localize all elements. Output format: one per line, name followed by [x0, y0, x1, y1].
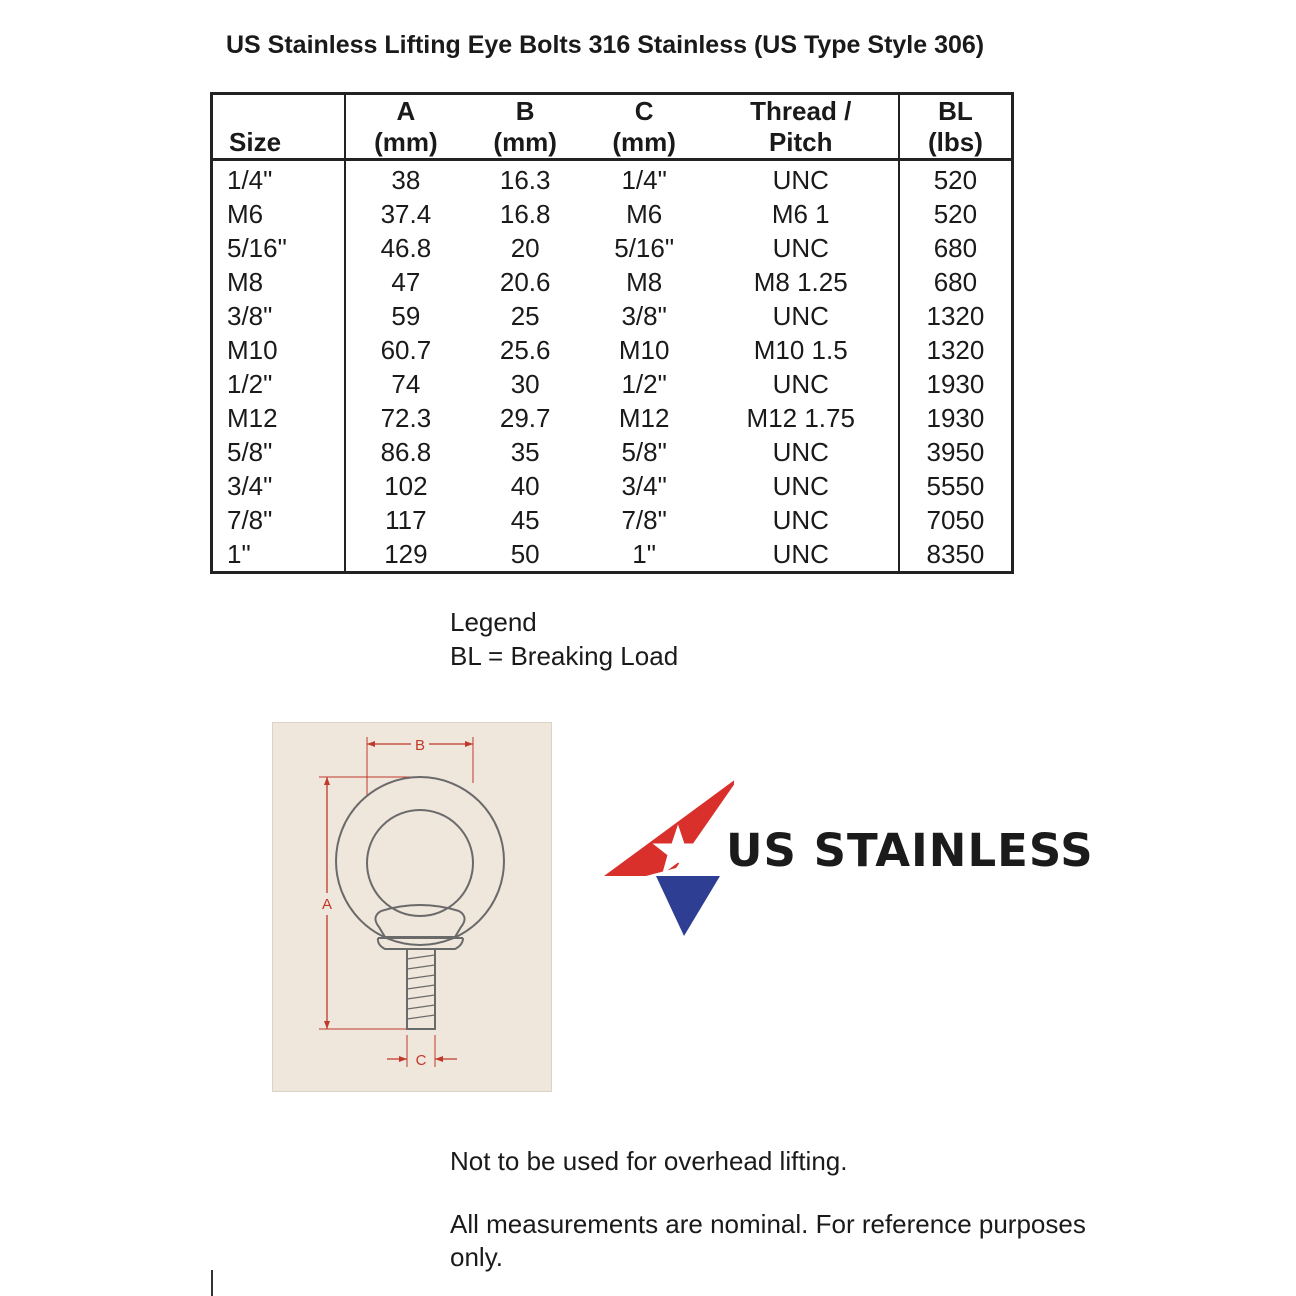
cell-a: 117 — [385, 505, 427, 535]
column-header-c — [585, 94, 704, 160]
cell-size: 5/16" — [212, 231, 346, 265]
table-row — [212, 231, 1013, 265]
column-header-line1 — [229, 96, 340, 127]
cell-thread-pitch: M10 1.5 — [704, 333, 899, 367]
cell-bl: 7050 — [926, 505, 985, 535]
cell-size: 5/8" — [212, 435, 346, 469]
cell-b: 40 — [510, 471, 540, 501]
cell-b: 50 — [510, 539, 540, 569]
cell-a: 74 — [391, 369, 421, 399]
table-row — [212, 367, 1013, 401]
cell-a: 37.4 — [380, 199, 432, 229]
logo-wordmark: US STAINLESS — [726, 824, 1094, 877]
table-row — [212, 401, 1013, 435]
column-header-size — [212, 94, 346, 160]
table-row — [212, 197, 1013, 231]
cell-c: M10 — [618, 335, 670, 365]
column-header-line1: BL — [938, 96, 973, 126]
cell-c: M12 — [618, 403, 670, 433]
cell-thread-pitch: UNC — [704, 231, 899, 265]
page-title: US Stainless Lifting Eye Bolts 316 Stainless (US Type Style 306) — [226, 31, 985, 59]
cell-size: 1/4" — [212, 160, 346, 198]
cell-a: 102 — [384, 471, 428, 501]
dimension-b-label: B — [414, 737, 426, 754]
cell-thread-pitch: UNC — [704, 435, 899, 469]
cell-a: 59 — [391, 301, 421, 331]
cell-size: 1" — [212, 537, 346, 573]
cell-bl: 1930 — [926, 403, 985, 433]
table-row — [212, 265, 1013, 299]
column-header-line1: C — [634, 96, 654, 126]
table-body — [212, 160, 1013, 573]
cell-bl: 8350 — [926, 539, 985, 569]
cell-a: 60.7 — [380, 335, 432, 365]
cell-size: 7/8" — [212, 503, 346, 537]
legend-entry: BL = Breaking Load — [450, 641, 679, 671]
cell-size: M8 — [212, 265, 346, 299]
text-cursor — [211, 1270, 213, 1296]
cell-a: 72.3 — [380, 403, 432, 433]
cell-b: 25 — [510, 301, 540, 331]
cell-bl: 680 — [933, 267, 978, 297]
cell-a: 46.8 — [380, 233, 432, 263]
cell-b: 20 — [510, 233, 540, 263]
table-row — [212, 503, 1013, 537]
cell-c: M6 — [626, 199, 663, 229]
cell-bl: 1320 — [926, 301, 985, 331]
cell-bl: 520 — [933, 199, 978, 229]
star-swoosh-icon — [604, 776, 734, 938]
column-header-line1: Thread / — [750, 96, 852, 126]
dimension-c-label: C — [415, 1052, 427, 1069]
cell-thread-pitch: M8 1.25 — [704, 265, 899, 299]
table-header — [212, 94, 1013, 160]
cell-c: 3/8" — [621, 301, 667, 331]
cell-size: 3/8" — [212, 299, 346, 333]
cell-a: 86.8 — [380, 437, 432, 467]
table-row — [212, 469, 1013, 503]
cell-bl: 680 — [933, 233, 978, 263]
cell-c: 1/4" — [621, 165, 667, 195]
cell-size: M12 — [212, 401, 346, 435]
cell-bl: 1930 — [926, 369, 985, 399]
cell-bl: 5550 — [926, 471, 985, 501]
cell-c: 1/2" — [621, 369, 667, 399]
cell-size: M6 — [212, 197, 346, 231]
cell-size: M10 — [212, 333, 346, 367]
column-header-line2: (mm) — [374, 127, 438, 157]
table-row — [212, 333, 1013, 367]
cell-size: 1/2" — [212, 367, 346, 401]
cell-thread-pitch: UNC — [704, 537, 899, 573]
column-header-thread-pitch — [704, 94, 899, 160]
cell-b: 16.3 — [499, 165, 551, 195]
cell-b: 35 — [510, 437, 540, 467]
cell-c: 3/4" — [621, 471, 667, 501]
cell-b: 29.7 — [499, 403, 551, 433]
column-header-b — [466, 94, 585, 160]
table-row — [212, 435, 1013, 469]
cell-thread-pitch: M6 1 — [704, 197, 899, 231]
legend — [450, 605, 678, 673]
cell-a: 129 — [384, 539, 428, 569]
eye-bolt-drawing — [273, 723, 551, 1091]
cell-b: 30 — [510, 369, 540, 399]
cell-c: 5/8" — [621, 437, 667, 467]
cell-c: 1" — [632, 539, 656, 569]
column-header-bl — [899, 94, 1013, 160]
cell-a: 38 — [391, 165, 421, 195]
column-header-line2: (mm) — [493, 127, 557, 157]
table-header-row — [212, 94, 1013, 160]
eye-bolt-spec-table — [210, 92, 1014, 574]
dimension-a-label: A — [321, 896, 333, 913]
column-header-a — [345, 94, 466, 160]
table-row — [212, 537, 1013, 573]
table-row — [212, 299, 1013, 333]
nominal-disclaimer: All measurements are nominal. For reference purposes only. — [450, 1209, 1086, 1272]
cell-thread-pitch: M12 1.75 — [704, 401, 899, 435]
cell-thread-pitch: UNC — [704, 367, 899, 401]
cell-thread-pitch: UNC — [704, 160, 899, 198]
cell-thread-pitch: UNC — [704, 503, 899, 537]
cell-thread-pitch: UNC — [704, 299, 899, 333]
eye-bolt-diagram — [272, 722, 552, 1092]
column-header-line2: (mm) — [612, 127, 676, 157]
column-header-line2: Pitch — [768, 127, 833, 157]
cell-b: 45 — [510, 505, 540, 535]
cell-c: 5/16" — [614, 233, 675, 263]
cell-b: 20.6 — [499, 267, 551, 297]
cell-bl: 3950 — [926, 437, 985, 467]
column-header-line1: A — [396, 96, 416, 126]
cell-c: M8 — [626, 267, 663, 297]
cell-a: 47 — [391, 267, 421, 297]
cell-c: 7/8" — [621, 505, 667, 535]
cell-bl: 520 — [933, 165, 978, 195]
table-row — [212, 160, 1013, 198]
overhead-warning: Not to be used for overhead lifting. — [450, 1146, 848, 1176]
column-header-line1: B — [515, 96, 535, 126]
cell-thread-pitch: UNC — [704, 469, 899, 503]
cell-b: 16.8 — [499, 199, 551, 229]
column-header-line2: Size — [229, 127, 282, 157]
cell-size: 3/4" — [212, 469, 346, 503]
cell-bl: 1320 — [926, 335, 985, 365]
column-header-line2: (lbs) — [927, 127, 983, 157]
legend-heading: Legend — [450, 607, 537, 637]
us-stainless-logo — [604, 776, 1094, 938]
cell-b: 25.6 — [499, 335, 551, 365]
eye-bolt-outline — [336, 777, 504, 1029]
thread-lines — [407, 955, 435, 1019]
